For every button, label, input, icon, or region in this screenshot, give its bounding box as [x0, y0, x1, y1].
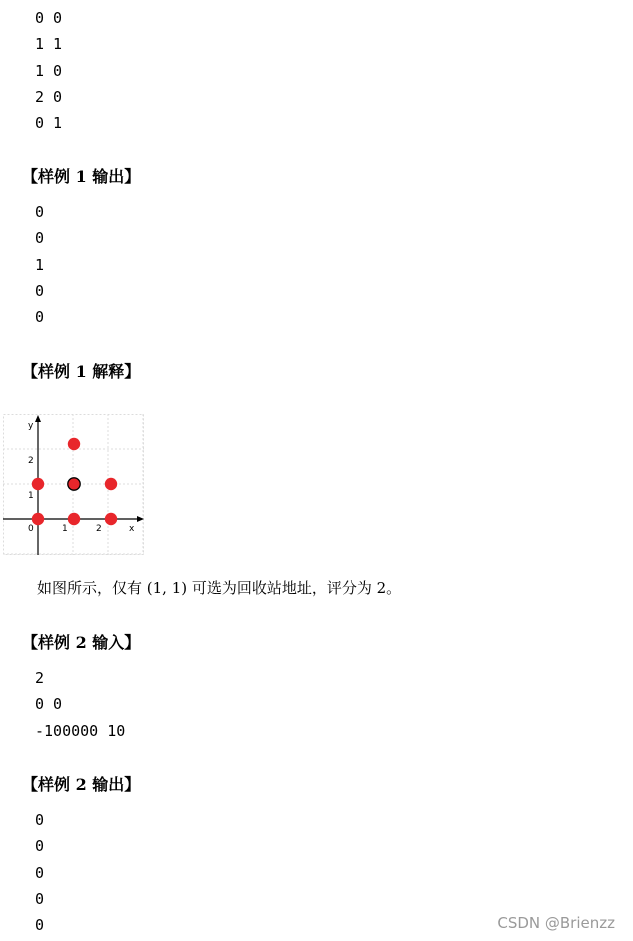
explanation-text: 如图所示，仅有 (1, 1) 可选为回收站地址，评分为 2。	[37, 579, 402, 597]
code-line: 2	[35, 669, 45, 687]
code-line: 0 1	[35, 114, 63, 133]
code-line: 0	[35, 837, 45, 856]
sample2-output-heading: 【样例 2 输出】	[22, 775, 141, 794]
y-tick-label: 2	[28, 456, 34, 466]
point	[105, 478, 117, 490]
sample2-output-block	[35, 807, 44, 938]
x-tick-label: 0	[28, 524, 34, 534]
sample1-input-block	[35, 5, 62, 136]
coordinate-plot	[3, 414, 145, 556]
x-tick-label: 2	[96, 524, 102, 534]
x-axis-arrow	[137, 516, 144, 522]
code-line: 0	[35, 203, 45, 221]
highlighted-point	[68, 478, 80, 490]
code-line: 1 1	[35, 35, 63, 54]
sample1-output-heading: 【样例 1 输出】	[22, 167, 141, 186]
x-tick-label: 1	[62, 524, 68, 534]
code-line: 0	[35, 811, 45, 829]
point	[68, 513, 80, 525]
code-line: -100000 10	[35, 721, 126, 740]
code-line: 0	[35, 229, 45, 248]
coordinate-figure	[3, 414, 145, 556]
code-line: 2 0	[35, 87, 63, 106]
x-axis-label: x	[129, 524, 135, 534]
code-line: 1 0	[35, 61, 63, 80]
sample2-input-heading: 【样例 2 输入】	[22, 633, 141, 652]
code-line: 0	[35, 889, 45, 908]
point	[105, 513, 117, 525]
sample1-output-block	[35, 199, 44, 330]
code-line: 1	[35, 255, 45, 274]
sample1-explain-heading: 【样例 1 解释】	[22, 362, 141, 381]
y-axis-arrow	[35, 415, 41, 422]
code-line: 0	[35, 281, 45, 300]
code-line: 0	[35, 916, 45, 935]
sample2-input-block	[35, 665, 125, 744]
code-line: 0	[35, 308, 45, 327]
y-tick-label: 1	[28, 491, 34, 501]
y-axis-label: y	[28, 421, 34, 431]
points-layer	[32, 438, 117, 525]
point	[68, 438, 80, 450]
code-line: 0 0	[35, 9, 63, 27]
watermark: CSDN @Brienzz	[497, 914, 615, 932]
code-line: 0 0	[35, 695, 63, 714]
code-line: 0	[35, 863, 45, 882]
point	[32, 513, 44, 525]
point	[32, 478, 44, 490]
